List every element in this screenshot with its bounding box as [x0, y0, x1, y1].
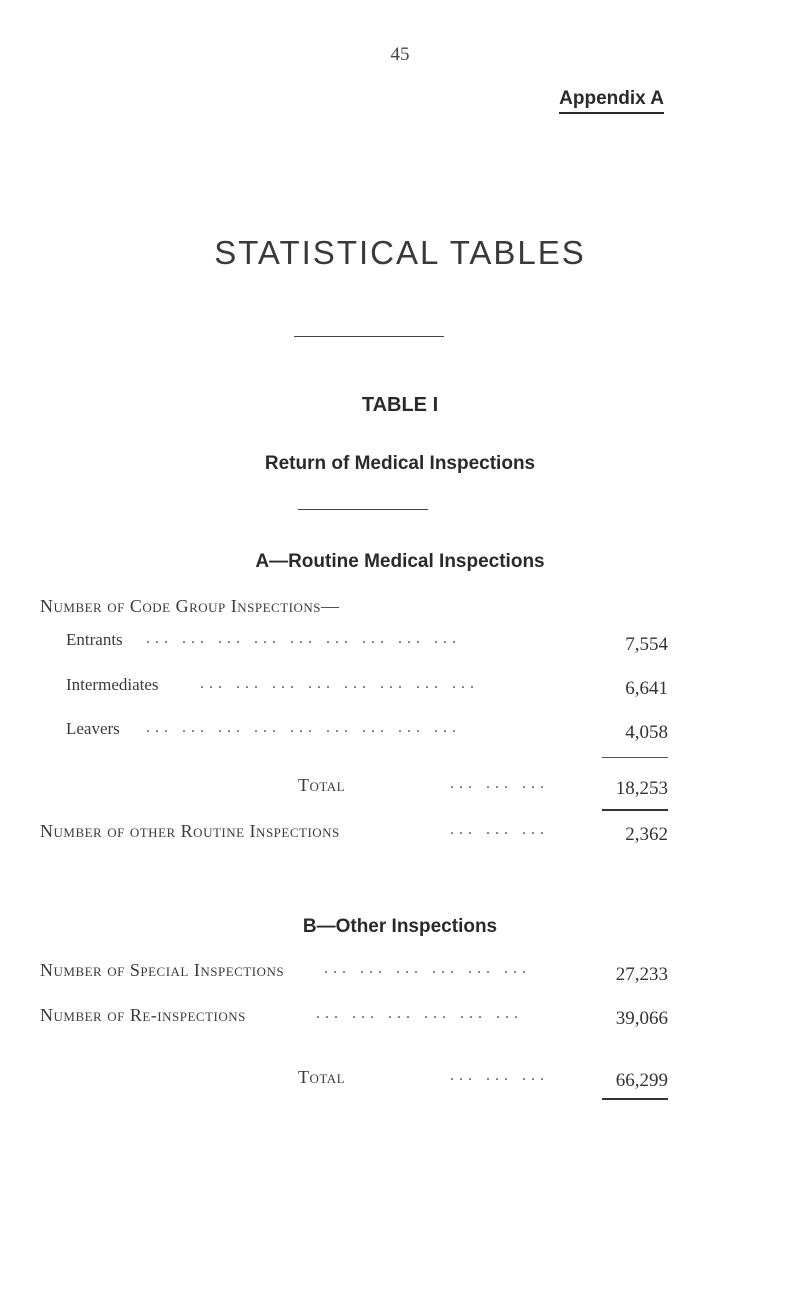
title-divider — [294, 336, 444, 337]
main-title: STATISTICAL TABLES — [214, 234, 586, 271]
dot-leader: ... ... ... — [450, 775, 549, 792]
subtotal-rule — [602, 757, 668, 758]
table-subtitle: Return of Medical Inspections — [264, 453, 536, 474]
row-label-intermediates: Intermediates — [66, 675, 159, 694]
total-label-b: Total — [298, 1067, 346, 1087]
page-number: 45 — [390, 44, 410, 65]
table-title: TABLE I — [361, 394, 439, 416]
dot-leader: ... ... ... ... ... ... ... ... ... — [146, 719, 461, 736]
row-label-leavers: Leavers — [66, 719, 120, 738]
dot-leader: ... ... ... ... ... ... — [316, 1005, 523, 1022]
total-value-b: 66,299 — [615, 1070, 668, 1091]
section-a-heading: A—Routine Medical Inspections — [255, 551, 545, 572]
subtitle-divider — [298, 509, 428, 510]
value-leavers: 4,058 — [625, 722, 668, 743]
row-label-entrants: Entrants — [66, 630, 123, 649]
value-intermediates: 6,641 — [625, 678, 668, 699]
code-group-heading: Number of Code Group Inspections— — [40, 596, 340, 616]
dot-leader: ... ... ... — [450, 1067, 549, 1084]
total-value-a: 18,253 — [615, 778, 668, 799]
value-entrants: 7,554 — [625, 634, 668, 655]
dot-leader: ... ... ... ... ... ... — [324, 960, 531, 977]
section-b-heading: B—Other Inspections — [302, 916, 498, 937]
dot-leader: ... ... ... ... ... ... ... ... ... — [146, 630, 461, 647]
dot-leader: ... ... ... ... ... ... ... ... — [200, 675, 479, 692]
total-double-rule-b — [602, 1098, 668, 1100]
total-label-a: Total — [298, 775, 346, 795]
re-inspections-label: Number of Re-inspections — [40, 1005, 246, 1025]
other-routine-value: 2,362 — [625, 824, 668, 845]
other-routine-label: Number of other Routine Inspections — [40, 821, 340, 841]
appendix-label: Appendix A — [559, 88, 664, 114]
dot-leader: ... ... ... — [450, 821, 549, 838]
special-inspections-value: 27,233 — [615, 964, 668, 985]
total-double-rule-a — [602, 809, 668, 811]
re-inspections-value: 39,066 — [615, 1008, 668, 1029]
special-inspections-label: Number of Special Inspections — [40, 960, 285, 980]
